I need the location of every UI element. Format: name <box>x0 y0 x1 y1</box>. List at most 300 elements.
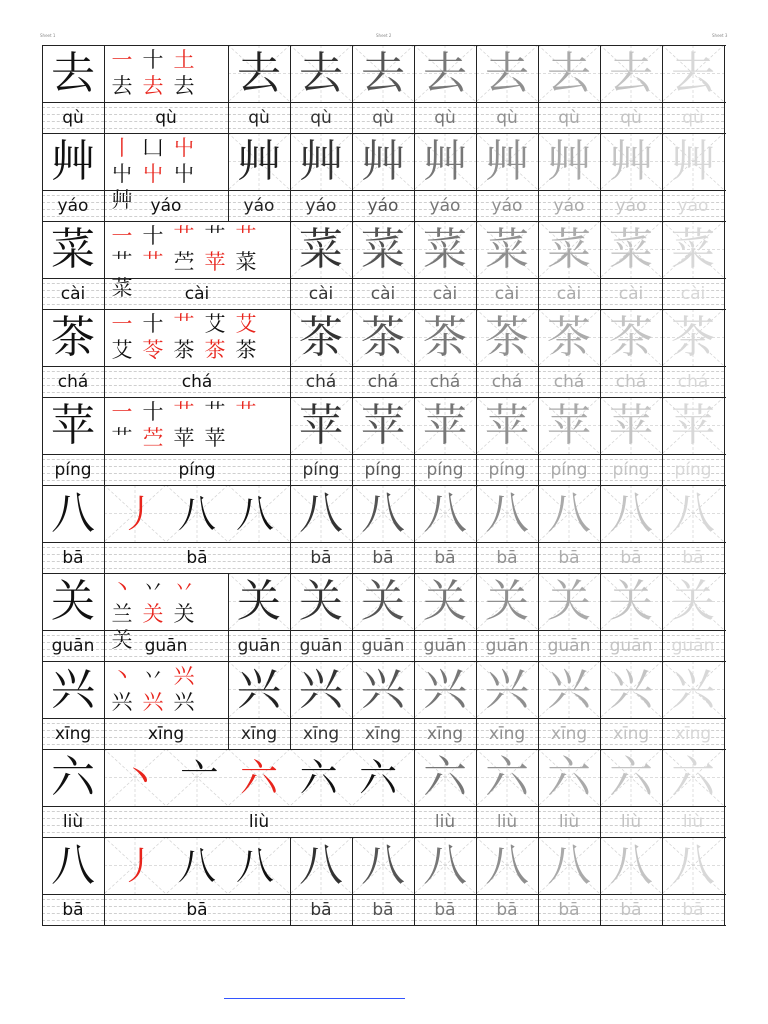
trace-pinyin: guān <box>423 635 467 656</box>
practice-cell[interactable] <box>414 309 476 397</box>
cell-border <box>538 485 539 573</box>
practice-cell[interactable] <box>538 309 600 397</box>
cell-border <box>600 837 601 925</box>
practice-cell[interactable] <box>228 45 290 133</box>
trace-character: 茶 <box>671 311 715 363</box>
practice-box <box>290 397 352 454</box>
practice-cell[interactable] <box>600 221 662 309</box>
cell-border <box>538 661 539 749</box>
cell-border <box>414 837 415 925</box>
stroke-step: 关 <box>142 602 164 626</box>
practice-box <box>352 485 414 542</box>
stroke-step: 丿 <box>119 844 158 888</box>
trace-pinyin: cài <box>432 283 458 304</box>
trace-character: 菜 <box>423 223 467 275</box>
cell-border <box>662 573 663 661</box>
trace-pinyin: guān <box>609 635 653 656</box>
stroke-step: 八 <box>235 492 274 536</box>
row-border <box>42 397 726 398</box>
trace-pinyin: píng <box>612 459 650 480</box>
practice-box <box>600 221 662 278</box>
header-right: Sheet 3 <box>712 33 728 38</box>
practice-cell[interactable] <box>662 661 724 749</box>
practice-cell[interactable] <box>228 133 290 221</box>
practice-cell[interactable] <box>538 837 600 925</box>
practice-cell[interactable] <box>662 397 724 485</box>
practice-box <box>228 45 290 102</box>
practice-box <box>662 485 724 542</box>
trace-pinyin: qù <box>434 107 456 128</box>
cell-border <box>662 837 663 925</box>
model-character: 兴 <box>51 663 95 715</box>
stroke-step: 艹 <box>204 224 226 248</box>
practice-cell[interactable] <box>538 573 600 661</box>
practice-cell[interactable] <box>538 133 600 221</box>
cell-border <box>538 397 539 485</box>
practice-box <box>290 221 352 278</box>
trace-character: 关 <box>485 575 529 627</box>
practice-cell[interactable] <box>600 573 662 661</box>
stroke-step: 六 <box>239 756 278 800</box>
stroke-step: 艹 <box>142 250 164 274</box>
stroke-step: 一 <box>111 312 133 336</box>
practice-box <box>662 221 724 278</box>
practice-box <box>476 309 538 366</box>
practice-box <box>662 837 724 894</box>
practice-box <box>538 397 600 454</box>
cell-border <box>352 133 353 221</box>
trace-character: 菜 <box>485 223 529 275</box>
model-character-cell <box>42 485 104 573</box>
practice-cell[interactable] <box>414 133 476 221</box>
practice-cell[interactable] <box>662 45 724 133</box>
stroke-order-cell <box>104 221 290 309</box>
practice-cell[interactable] <box>290 397 352 485</box>
practice-box <box>290 309 352 366</box>
stroke-step: 一 <box>111 224 133 248</box>
trace-character: 去 <box>547 47 591 99</box>
character-row <box>42 309 726 397</box>
stroke-step: 艹 <box>204 400 226 424</box>
trace-pinyin: píng <box>302 459 340 480</box>
stroke-step: 凵 <box>142 136 164 160</box>
practice-box <box>290 837 352 894</box>
cell-border <box>662 309 663 397</box>
stroke-order-pinyin: cài <box>184 283 210 304</box>
stroke-step: 苎 <box>142 426 164 450</box>
cell-border <box>352 397 353 485</box>
model-pinyin: cài <box>60 283 86 304</box>
stroke-step: 茶 <box>173 338 195 362</box>
trace-character: 茶 <box>299 311 343 363</box>
trace-pinyin: bā <box>434 547 456 568</box>
practice-cell[interactable] <box>538 221 600 309</box>
practice-cell[interactable] <box>290 221 352 309</box>
cell-border <box>600 485 601 573</box>
cell-border <box>476 309 477 397</box>
stroke-order-pinyin: xīng <box>147 723 185 744</box>
practice-cell[interactable] <box>476 221 538 309</box>
cell-border <box>352 573 353 661</box>
practice-box <box>414 397 476 454</box>
trace-pinyin: cài <box>618 283 644 304</box>
practice-box <box>476 397 538 454</box>
trace-character: 六 <box>485 751 529 803</box>
practice-cell[interactable] <box>414 221 476 309</box>
practice-cell[interactable] <box>352 661 414 749</box>
practice-cell[interactable] <box>290 837 352 925</box>
cell-border <box>476 485 477 573</box>
model-pinyin: qù <box>62 107 84 128</box>
trace-character: 茶 <box>361 311 405 363</box>
practice-box <box>414 309 476 366</box>
practice-cell[interactable] <box>600 749 662 837</box>
practice-cell[interactable] <box>476 573 538 661</box>
cell-border <box>104 485 105 573</box>
stroke-order-cell <box>104 397 290 485</box>
practice-box <box>476 133 538 190</box>
practice-box <box>476 661 538 718</box>
trace-character: 六 <box>671 751 715 803</box>
cell-border <box>600 749 601 837</box>
cell-border <box>290 309 291 397</box>
trace-character: 菜 <box>609 223 653 275</box>
practice-cell[interactable] <box>414 485 476 573</box>
cell-border <box>414 133 415 221</box>
row-border <box>42 190 726 191</box>
practice-cell[interactable] <box>662 837 724 925</box>
stroke-step: 艾 <box>235 312 257 336</box>
cell-border <box>42 221 43 309</box>
practice-cell[interactable] <box>290 485 352 573</box>
trace-character: 菜 <box>361 223 405 275</box>
cell-border <box>42 133 43 221</box>
trace-pinyin: yáo <box>367 195 399 216</box>
practice-cell[interactable] <box>476 45 538 133</box>
practice-cell[interactable] <box>290 573 352 661</box>
practice-box <box>538 573 600 630</box>
cell-border <box>538 221 539 309</box>
trace-pinyin: chá <box>367 371 399 392</box>
trace-character: 兴 <box>361 663 405 715</box>
practice-cell[interactable] <box>352 837 414 925</box>
trace-character: 苹 <box>361 399 405 451</box>
trace-pinyin: chá <box>429 371 461 392</box>
practice-box <box>600 749 662 806</box>
practice-cell[interactable] <box>352 221 414 309</box>
cell-border <box>414 221 415 309</box>
trace-character: 关 <box>423 575 467 627</box>
trace-pinyin: píng <box>426 459 464 480</box>
stroke-order-cell <box>104 309 290 397</box>
practice-box <box>414 485 476 542</box>
cell-border <box>352 45 353 133</box>
practice-box <box>538 485 600 542</box>
practice-cell[interactable] <box>538 45 600 133</box>
stroke-step: 丷 <box>173 576 195 600</box>
practice-box <box>476 45 538 102</box>
trace-pinyin: bā <box>496 547 518 568</box>
model-character-cell <box>42 221 104 309</box>
practice-cell[interactable] <box>538 749 600 837</box>
model-pinyin: chá <box>57 371 89 392</box>
practice-box <box>538 661 600 718</box>
stroke-step: 艹 <box>235 224 257 248</box>
cell-border <box>42 661 43 749</box>
trace-pinyin: píng <box>488 459 526 480</box>
practice-cell[interactable] <box>228 573 290 661</box>
stroke-step: 艸 <box>111 188 133 212</box>
trace-pinyin: bā <box>310 899 332 920</box>
practice-cell[interactable] <box>290 45 352 133</box>
character-row <box>42 133 726 221</box>
stroke-step: 茶 <box>235 338 257 362</box>
practice-box <box>476 837 538 894</box>
trace-character: 八 <box>423 839 467 891</box>
practice-cell[interactable] <box>662 221 724 309</box>
trace-pinyin: píng <box>550 459 588 480</box>
cell-border <box>104 661 105 749</box>
trace-pinyin: liù <box>496 811 518 832</box>
trace-pinyin: bā <box>682 547 704 568</box>
practice-cell[interactable] <box>414 837 476 925</box>
trace-character: 苹 <box>485 399 529 451</box>
row-border <box>42 718 726 719</box>
cell-border <box>290 661 291 749</box>
trace-pinyin: qù <box>620 107 642 128</box>
practice-cell[interactable] <box>414 661 476 749</box>
stroke-step: 兴 <box>173 664 195 688</box>
trace-character: 苹 <box>671 399 715 451</box>
practice-cell[interactable] <box>290 661 352 749</box>
practice-cell[interactable] <box>476 485 538 573</box>
cell-border <box>662 133 663 221</box>
practice-cell[interactable] <box>414 749 476 837</box>
model-character-cell <box>42 397 104 485</box>
cell-border <box>538 749 539 837</box>
practice-cell[interactable] <box>414 45 476 133</box>
cell-border <box>104 221 105 309</box>
cell-border <box>662 485 663 573</box>
cell-border <box>104 837 105 925</box>
practice-cell[interactable] <box>476 837 538 925</box>
cell-border <box>476 661 477 749</box>
stroke-order-sequence <box>108 399 288 452</box>
trace-character: 关 <box>547 575 591 627</box>
stroke-step: 艹 <box>111 426 133 450</box>
trace-character: 艸 <box>237 135 281 187</box>
stroke-order-cell <box>104 837 290 925</box>
trace-character: 六 <box>423 751 467 803</box>
practice-cell[interactable] <box>352 45 414 133</box>
practice-cell[interactable] <box>352 397 414 485</box>
cell-border <box>662 45 663 133</box>
character-row <box>42 661 726 749</box>
cell-border <box>104 133 105 221</box>
cell-border <box>662 749 663 837</box>
cell-border <box>414 309 415 397</box>
practice-cell[interactable] <box>414 397 476 485</box>
cell-border <box>42 749 43 837</box>
practice-cell[interactable] <box>600 485 662 573</box>
cell-border <box>228 661 229 749</box>
trace-pinyin: guān <box>299 635 343 656</box>
stroke-step: 屮 <box>111 162 133 186</box>
trace-pinyin: qù <box>310 107 332 128</box>
trace-character: 艸 <box>361 135 405 187</box>
practice-cell[interactable] <box>662 749 724 837</box>
practice-cell[interactable] <box>290 309 352 397</box>
practice-cell[interactable] <box>476 133 538 221</box>
trace-pinyin: qù <box>558 107 580 128</box>
trace-character: 菜 <box>671 223 715 275</box>
trace-character: 去 <box>485 47 529 99</box>
trace-pinyin: xīng <box>240 723 278 744</box>
model-character-cell <box>42 749 104 837</box>
practice-cell[interactable] <box>290 133 352 221</box>
practice-cell[interactable] <box>600 133 662 221</box>
model-character: 艸 <box>51 135 95 187</box>
practice-box <box>600 485 662 542</box>
practice-cell[interactable] <box>662 309 724 397</box>
cell-border <box>724 133 725 221</box>
cell-border <box>42 309 43 397</box>
cell-border <box>724 573 725 661</box>
trace-pinyin: qù <box>682 107 704 128</box>
practice-box <box>538 309 600 366</box>
practice-box <box>538 749 600 806</box>
trace-pinyin: yáo <box>429 195 461 216</box>
practice-box <box>290 133 352 190</box>
footer-link[interactable] <box>224 998 405 999</box>
model-character-cell <box>42 45 104 133</box>
practice-box <box>476 749 538 806</box>
cell-border <box>42 573 43 661</box>
trace-pinyin: bā <box>620 547 642 568</box>
stroke-step: 去 <box>142 74 164 98</box>
trace-character: 兴 <box>547 663 591 715</box>
model-character: 菜 <box>51 223 95 275</box>
practice-cell[interactable] <box>600 397 662 485</box>
row-border <box>42 806 726 807</box>
trace-character: 兴 <box>423 663 467 715</box>
cell-border <box>414 485 415 573</box>
practice-cell[interactable] <box>352 309 414 397</box>
trace-pinyin: xīng <box>302 723 340 744</box>
practice-cell[interactable] <box>476 749 538 837</box>
cell-border <box>724 837 725 925</box>
stroke-order-sequence <box>110 841 284 891</box>
cell-border <box>538 309 539 397</box>
cell-border <box>724 309 725 397</box>
practice-cell[interactable] <box>662 133 724 221</box>
trace-pinyin: chá <box>615 371 647 392</box>
practice-cell[interactable] <box>352 133 414 221</box>
cell-border <box>662 221 663 309</box>
trace-pinyin: liù <box>620 811 642 832</box>
trace-character: 关 <box>299 575 343 627</box>
trace-pinyin: píng <box>674 459 712 480</box>
practice-cell[interactable] <box>600 837 662 925</box>
trace-character: 去 <box>609 47 653 99</box>
cell-border <box>476 837 477 925</box>
trace-pinyin: guān <box>547 635 591 656</box>
row-border <box>42 837 726 838</box>
stroke-step: 艹 <box>235 400 257 424</box>
practice-cell[interactable] <box>476 397 538 485</box>
trace-character: 兴 <box>485 663 529 715</box>
stroke-order-sequence <box>110 753 408 803</box>
trace-character: 茶 <box>547 311 591 363</box>
row-border <box>42 542 726 543</box>
trace-character: 兴 <box>299 663 343 715</box>
trace-pinyin: bā <box>496 899 518 920</box>
practice-cell[interactable] <box>476 309 538 397</box>
trace-pinyin: xīng <box>488 723 526 744</box>
practice-box <box>414 573 476 630</box>
cell-border <box>414 749 415 837</box>
trace-pinyin: bā <box>372 899 394 920</box>
row-border <box>42 485 726 486</box>
trace-pinyin: xīng <box>364 723 402 744</box>
stroke-step: 丷 <box>142 576 164 600</box>
trace-character: 茶 <box>423 311 467 363</box>
stroke-order-pinyin: bā <box>186 899 208 920</box>
cell-border <box>662 397 663 485</box>
stroke-step: 艹 <box>173 400 195 424</box>
row-border <box>42 894 726 895</box>
stroke-step: 兰 <box>111 602 133 626</box>
practice-box <box>600 309 662 366</box>
practice-cell[interactable] <box>662 573 724 661</box>
trace-character: 八 <box>423 487 467 539</box>
cell-border <box>104 309 105 397</box>
practice-cell[interactable] <box>352 485 414 573</box>
practice-cell[interactable] <box>414 573 476 661</box>
practice-cell[interactable] <box>538 485 600 573</box>
practice-cell[interactable] <box>228 661 290 749</box>
trace-character: 兴 <box>237 663 281 715</box>
practice-cell[interactable] <box>352 573 414 661</box>
cell-border <box>414 45 415 133</box>
practice-cell[interactable] <box>476 661 538 749</box>
model-pinyin: yáo <box>57 195 89 216</box>
trace-pinyin: chá <box>491 371 523 392</box>
cell-border <box>42 45 43 133</box>
cell-border <box>600 133 601 221</box>
practice-box <box>352 573 414 630</box>
trace-character: 六 <box>609 751 653 803</box>
character-row <box>42 45 726 133</box>
model-character-cell <box>42 133 104 221</box>
trace-pinyin: bā <box>310 547 332 568</box>
cell-border <box>104 397 105 485</box>
trace-character: 八 <box>361 487 405 539</box>
practice-cell[interactable] <box>538 661 600 749</box>
stroke-step: 八 <box>177 844 216 888</box>
practice-box <box>476 573 538 630</box>
practice-box <box>228 133 290 190</box>
stroke-order-cell <box>104 661 228 749</box>
practice-box <box>352 837 414 894</box>
practice-cell[interactable] <box>600 309 662 397</box>
practice-cell[interactable] <box>662 485 724 573</box>
practice-cell[interactable] <box>538 397 600 485</box>
practice-cell[interactable] <box>600 45 662 133</box>
stroke-step: 十 <box>142 312 164 336</box>
trace-character: 兴 <box>671 663 715 715</box>
practice-cell[interactable] <box>600 661 662 749</box>
